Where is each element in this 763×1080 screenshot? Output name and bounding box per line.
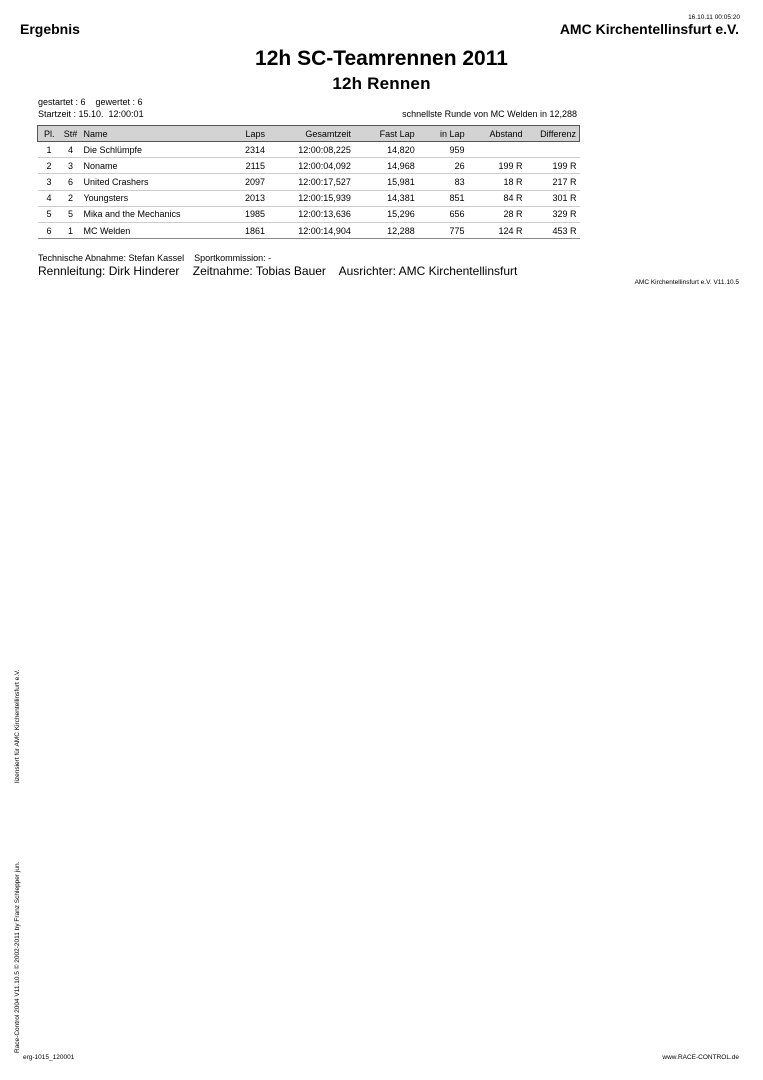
table-cell: 84 R: [468, 190, 526, 206]
table-cell: 1: [38, 142, 61, 158]
table-cell: Mika and the Mechanics: [80, 206, 220, 222]
table-cell: 1: [60, 222, 80, 238]
table-cell: 124 R: [468, 222, 526, 238]
table-cell: 1861: [220, 222, 268, 238]
table-cell: 301 R: [525, 190, 579, 206]
table-cell: 4: [38, 190, 61, 206]
start-time: Startzeit : 15.10. 12:00:01: [38, 109, 144, 119]
license-note: lizensiert für AMC Kirchentellinsfurt e.V.: [14, 669, 21, 783]
table-cell: 12:00:14,904: [268, 222, 354, 238]
table-header-row: [38, 126, 580, 142]
table-row: [38, 222, 580, 238]
table-cell: MC Welden: [80, 222, 220, 238]
column-header: Differenz: [525, 126, 579, 142]
document-id: erg-1015_120001: [23, 1054, 75, 1061]
column-header: Laps: [220, 126, 268, 142]
table-cell: Youngsters: [80, 190, 220, 206]
results-table: [37, 125, 580, 239]
table-cell: 851: [418, 190, 468, 206]
race-subtitle: 12h Rennen: [332, 74, 431, 93]
table-cell: 12:00:15,939: [268, 190, 354, 206]
table-cell: 2115: [220, 158, 268, 174]
table-cell: 12,288: [354, 222, 418, 238]
table-cell: 15,981: [354, 174, 418, 190]
copyright-note: Race-Control 2004 V11.10.5 © 2002-2011 by Franz Schlepper jun.: [14, 861, 21, 1053]
table-cell: 3: [60, 158, 80, 174]
table-cell: 1985: [220, 206, 268, 222]
table-cell: 28 R: [468, 206, 526, 222]
table-cell: 4: [60, 142, 80, 158]
fastest-lap-info: schnellste Runde von MC Welden in 12,288: [402, 109, 577, 119]
table-row: [38, 206, 580, 222]
race-title: 12h SC-Teamrennen 2011: [255, 47, 508, 70]
column-header: Gesamtzeit: [268, 126, 354, 142]
table-cell: Die Schlümpfe: [80, 142, 220, 158]
table-cell: 217 R: [525, 174, 579, 190]
table-cell: 83: [418, 174, 468, 190]
table-cell: 2314: [220, 142, 268, 158]
table-cell: 775: [418, 222, 468, 238]
table-row: [38, 174, 580, 190]
table-cell: 6: [38, 222, 61, 238]
print-timestamp: 16.10.11 00:05:20: [688, 14, 740, 21]
table-cell: 12:00:08,225: [268, 142, 354, 158]
table-cell: 6: [60, 174, 80, 190]
document-type-label: Ergebnis: [20, 21, 80, 37]
table-cell: 453 R: [525, 222, 579, 238]
software-version: AMC Kirchentellinsfurt e.V. V11.10.5: [634, 279, 739, 286]
column-header: Abstand: [468, 126, 526, 142]
table-row: [38, 142, 580, 158]
table-row: [38, 190, 580, 206]
table-cell: 959: [418, 142, 468, 158]
table-cell: 15,296: [354, 206, 418, 222]
table-cell: 2: [60, 190, 80, 206]
table-cell: 5: [60, 206, 80, 222]
column-header: in Lap: [418, 126, 468, 142]
table-cell: 5: [38, 206, 61, 222]
table-cell: 2: [38, 158, 61, 174]
table-cell: 3: [38, 174, 61, 190]
table-cell: Noname: [80, 158, 220, 174]
website-link[interactable]: www.RACE-CONTROL.de: [662, 1054, 739, 1061]
table-cell: 12:00:17,527: [268, 174, 354, 190]
table-cell: 2097: [220, 174, 268, 190]
table-cell: 12:00:13,636: [268, 206, 354, 222]
table-cell: 12:00:04,092: [268, 158, 354, 174]
table-cell: 14,968: [354, 158, 418, 174]
started-classified-count: gestartet : 6 gewertet : 6: [38, 97, 143, 107]
table-cell: 26: [418, 158, 468, 174]
table-cell: [468, 142, 526, 158]
race-officials-line: Rennleitung: Dirk Hinderer Zeitnahme: Tobias Bauer Ausrichter: AMC Kirchentellinsfurt: [38, 264, 518, 278]
table-cell: 14,820: [354, 142, 418, 158]
column-header: Fast Lap: [354, 126, 418, 142]
table-cell: 14,381: [354, 190, 418, 206]
column-header: Name: [80, 126, 220, 142]
table-cell: 2013: [220, 190, 268, 206]
table-cell: 18 R: [468, 174, 526, 190]
column-header: St#: [60, 126, 80, 142]
table-row: [38, 158, 580, 174]
table-cell: 656: [418, 206, 468, 222]
column-header: Pl.: [38, 126, 61, 142]
table-cell: United Crashers: [80, 174, 220, 190]
table-cell: 199 R: [468, 158, 526, 174]
table-cell: 329 R: [525, 206, 579, 222]
table-cell: [525, 142, 579, 158]
technical-inspection-line: Technische Abnahme: Stefan Kassel Sportkommission: -: [38, 253, 272, 263]
table-cell: 199 R: [525, 158, 579, 174]
organizer-name: AMC Kirchentellinsfurt e.V.: [559, 21, 739, 37]
